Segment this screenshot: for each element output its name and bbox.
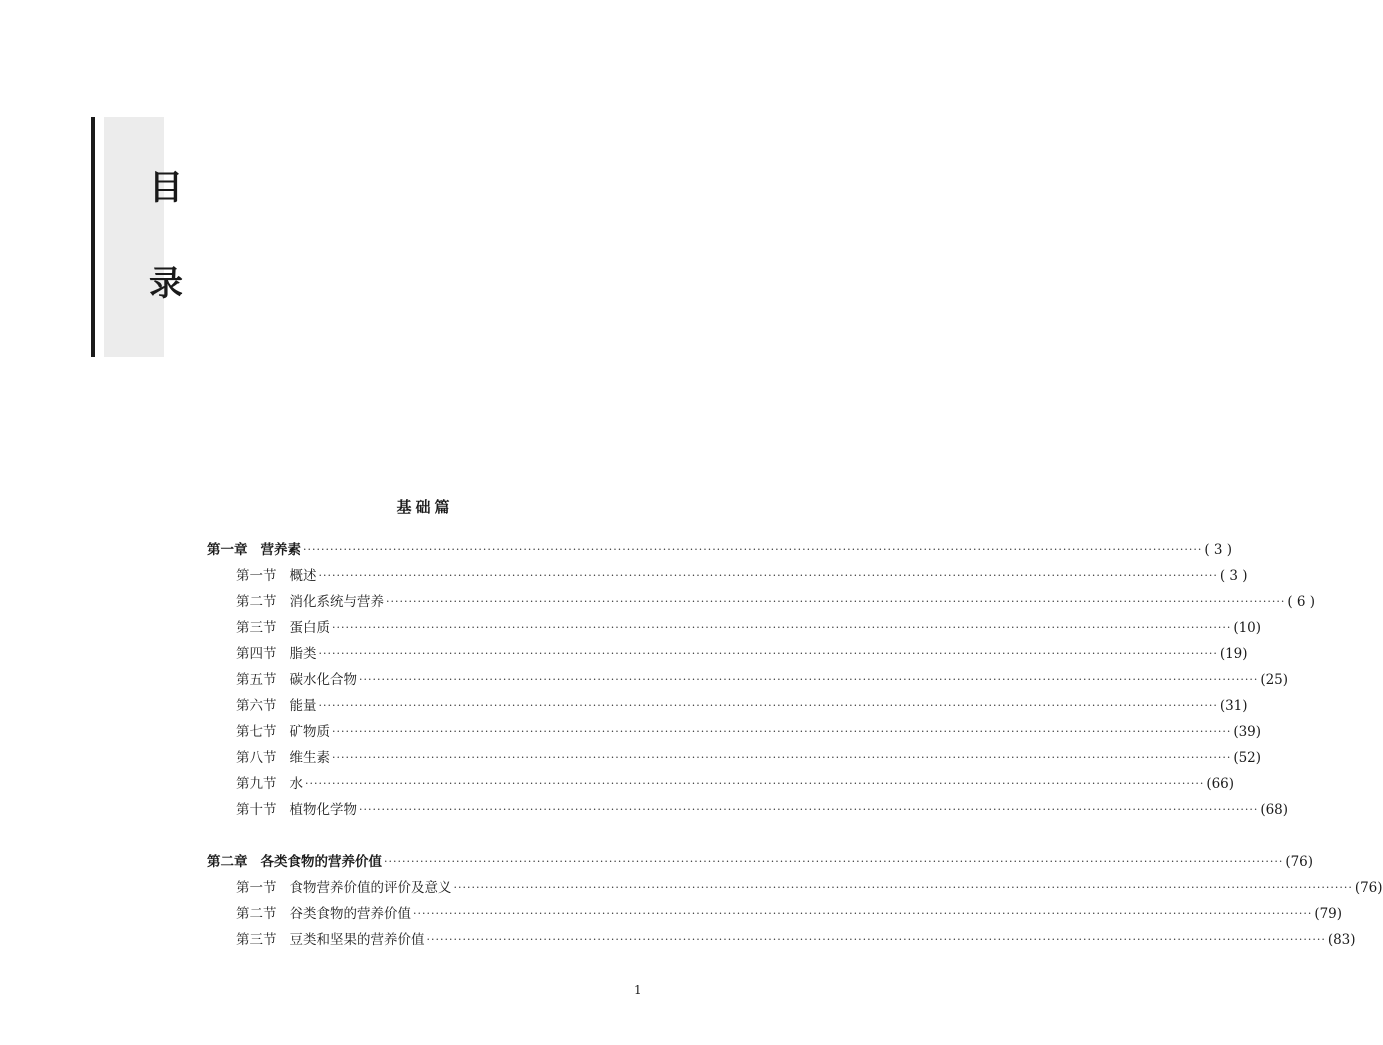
dot-leader: ········································································································································································································: [318, 699, 1218, 712]
toc-entry-page: (19): [1219, 646, 1248, 662]
toc-entry-page: ( 6 ): [1287, 594, 1316, 610]
toc-entry-page: (31): [1219, 698, 1248, 714]
toc-entry-title: 碳水化合物: [289, 672, 357, 688]
toc-entry-title: 能量: [289, 698, 317, 714]
toc-entry-page: (10): [1233, 620, 1262, 636]
toc-section-row[interactable]: [236, 644, 1248, 664]
toc-entry-label: 第八节: [236, 750, 277, 766]
dot-leader: ········································································································································································································: [386, 595, 1286, 608]
toc-section-row[interactable]: [236, 748, 1262, 768]
page-number: 1: [634, 983, 642, 997]
toc-entry-page: (76): [1285, 854, 1314, 870]
toc-entry-title: 蛋白质: [289, 620, 330, 636]
toc-entry-page: (76): [1354, 880, 1383, 896]
toc-entry-label: 第三节: [236, 620, 277, 636]
toc-entry-title: 维生素: [289, 750, 330, 766]
toc-entry-title: 食物营养价值的评价及意义: [289, 880, 452, 896]
toc-entry-page: ( 3 ): [1219, 568, 1248, 584]
toc-entry-label: 第一章: [207, 542, 248, 558]
toc-entry-title: 水: [289, 776, 303, 792]
toc-entry-title: 谷类食物的营养价值: [289, 906, 411, 922]
section-title: 基础篇: [396, 498, 454, 516]
dot-leader: ········································································································································································································: [318, 647, 1218, 660]
toc-entry-label: 第一节: [236, 568, 277, 584]
contents-title-char-1: 目: [149, 168, 183, 208]
dot-leader: ········································································································································································································: [318, 569, 1218, 582]
toc-entry-label: 第四节: [236, 646, 277, 662]
toc-entry-page: (79): [1314, 906, 1343, 922]
toc-entry-label: 第七节: [236, 724, 277, 740]
toc-entry-title: 各类食物的营养价值: [260, 854, 382, 870]
toc-entry-title: 营养素: [260, 542, 301, 558]
toc-section-row[interactable]: [236, 930, 1356, 950]
toc-entry-page: (66): [1206, 776, 1235, 792]
toc-section-row[interactable]: [236, 800, 1289, 820]
toc-entry-title: 植物化学物: [289, 802, 357, 818]
toc-entry-title: 豆类和坚果的营养价值: [289, 932, 425, 948]
toc-section-row[interactable]: [236, 878, 1383, 898]
toc-entry-label: 第一节: [236, 880, 277, 896]
toc-entry-label: 第五节: [236, 672, 277, 688]
toc-section-row[interactable]: [236, 592, 1316, 612]
toc-entry-title: 脂类: [289, 646, 317, 662]
dot-leader: ········································································································································································································: [426, 933, 1326, 946]
dot-leader: ········································································································································································································: [384, 855, 1284, 868]
dot-leader: ········································································································································································································: [453, 881, 1353, 894]
toc-chapter-row[interactable]: [207, 540, 1233, 560]
toc-entry-label: 第九节: [236, 776, 277, 792]
toc-entry-label: 第三节: [236, 932, 277, 948]
toc-section-row[interactable]: [236, 774, 1235, 794]
toc-entry-title: 消化系统与营养: [289, 594, 384, 610]
toc-section-row[interactable]: [236, 696, 1248, 716]
toc-section-row[interactable]: [236, 670, 1289, 690]
toc-entry-page: (39): [1233, 724, 1262, 740]
dot-leader: ········································································································································································································: [359, 673, 1259, 686]
toc-entry-label: 第二节: [236, 594, 277, 610]
toc-entry-page: (83): [1327, 932, 1356, 948]
dot-leader: ········································································································································································································: [303, 543, 1203, 556]
toc-entry-label: 第二章: [207, 854, 248, 870]
toc-entry-page: (68): [1260, 802, 1289, 818]
toc-section-row[interactable]: [236, 904, 1343, 924]
toc-section-row[interactable]: [236, 722, 1262, 742]
dot-leader: ········································································································································································································: [413, 907, 1313, 920]
contents-title-char-2: 录: [149, 264, 183, 304]
toc-entry-page: (52): [1233, 750, 1262, 766]
toc-entry-title: 矿物质: [289, 724, 330, 740]
dot-leader: ········································································································································································································: [332, 621, 1232, 634]
toc-section-row[interactable]: [236, 618, 1262, 638]
toc-entry-page: ( 3 ): [1204, 542, 1233, 558]
toc-entry-title: 概述: [289, 568, 317, 584]
toc-entry-label: 第六节: [236, 698, 277, 714]
dot-leader: ········································································································································································································: [359, 803, 1259, 816]
toc-section-row[interactable]: [236, 566, 1248, 586]
toc-entry-label: 第十节: [236, 802, 277, 818]
dot-leader: ········································································································································································································: [332, 725, 1232, 738]
dot-leader: ········································································································································································································: [305, 777, 1205, 790]
toc-chapter-row[interactable]: [207, 852, 1314, 872]
toc-entry-label: 第二节: [236, 906, 277, 922]
toc-entry-page: (25): [1260, 672, 1289, 688]
dot-leader: ········································································································································································································: [332, 751, 1232, 764]
